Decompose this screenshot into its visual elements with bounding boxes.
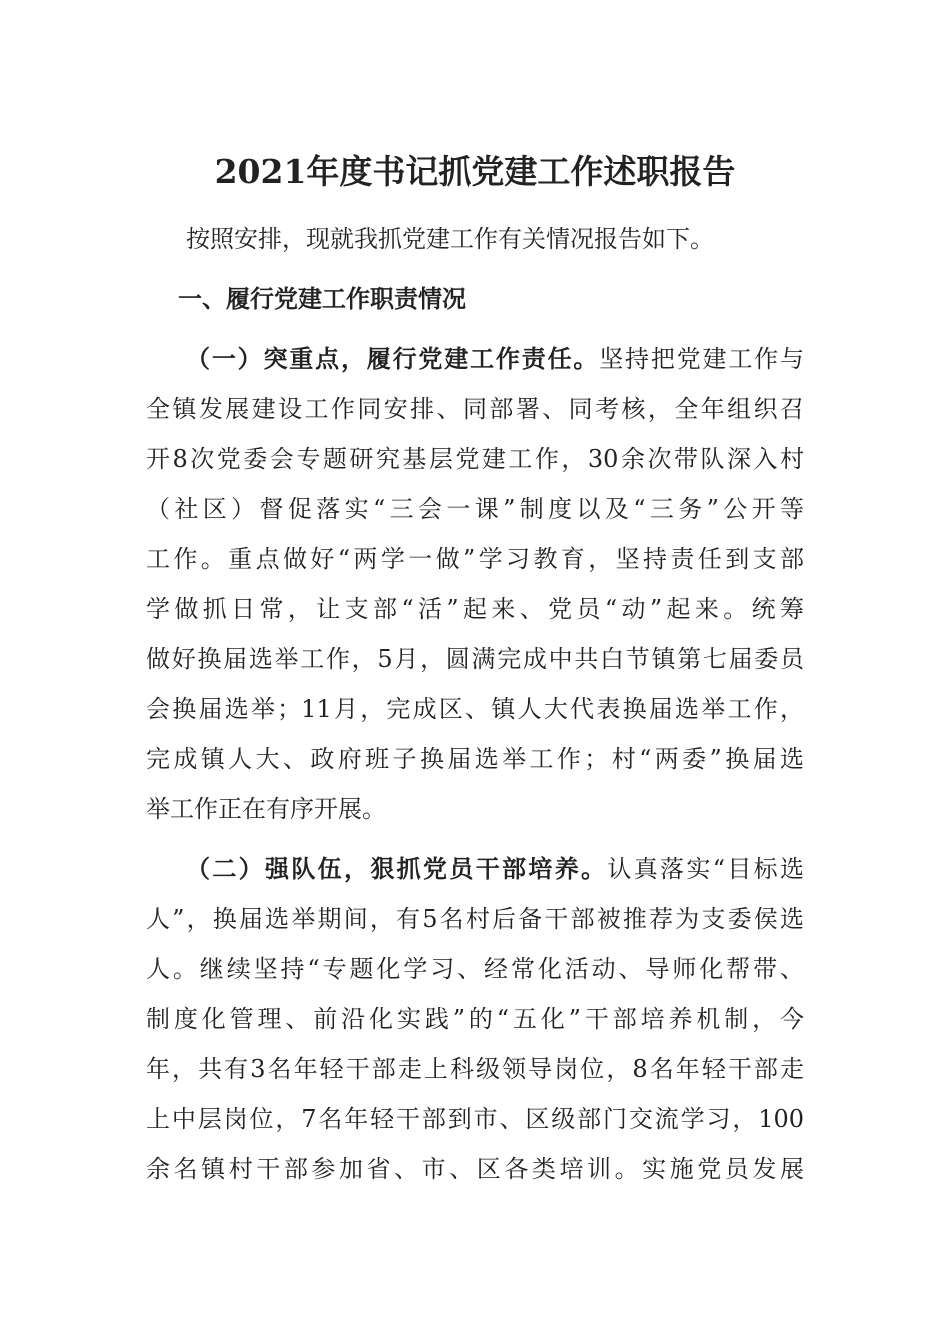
paragraph-2-line: 人”，换届选举期间，有5名村后备干部被推荐为支委侯选 (146, 905, 804, 933)
paragraph-2-lead-rest: 认真落实“目标选 (607, 855, 804, 883)
paragraph-1-line: 完成镇人大、政府班子换届选举工作；村“两委”换届选 (146, 745, 804, 773)
document-title: 2021年度书记抓党建工作述职报告 (214, 152, 736, 191)
paragraph-2-lead: （二）强队伍，狠抓党员干部培养。 (186, 854, 608, 883)
paragraph-1-line: 做好换届选举工作，5月，圆满完成中共白节镇第七届委员 (146, 645, 804, 673)
paragraph-1-line: 会换届选举；11月，完成区、镇人大代表换届选举工作， (146, 695, 804, 723)
paragraph-2-line: 制度化管理、前沿化实践”的“五化”干部培养机制，今 (146, 1005, 804, 1033)
paragraph-1-line: 工作。重点做好“两学一做”学习教育，坚持责任到支部 (146, 545, 804, 573)
paragraph-2-first-line (186, 853, 804, 885)
paragraph-1-line: 开8次党委会专题研究基层党建工作，30余次带队深入村 (146, 445, 804, 473)
paragraph-1-line: 学做抓日常，让支部“活”起来、党员“动”起来。统筹 (146, 595, 804, 623)
paragraph-1-line: （社区）督促落实“三会一课”制度以及“三务”公开等 (146, 495, 804, 523)
paragraph-1-lead-rest: 坚持把党建工作与 (599, 345, 804, 373)
paragraph-2-line: 年，共有3名年轻干部走上科级领导岗位，8名年轻干部走 (146, 1055, 804, 1083)
paragraph-2-line: 人。继续坚持“专题化学习、经常化活动、导师化帮带、 (146, 955, 804, 983)
intro-paragraph: 按照安排，现就我抓党建工作有关情况报告如下。 (186, 225, 714, 253)
paragraph-1-line: 举工作正在有序开展。 (146, 795, 386, 823)
paragraph-2-line: 上中层岗位，7名年轻干部到市、区级部门交流学习，100 (146, 1105, 804, 1133)
paragraph-2-line: 余名镇村干部参加省、市、区各类培训。实施党员发展 (146, 1155, 804, 1183)
paragraph-1-first-line (186, 343, 804, 375)
section-heading-1: 一、履行党建工作职责情况 (178, 284, 466, 313)
paragraph-1-line: 全镇发展建设工作同安排、同部署、同考核，全年组织召 (146, 395, 804, 423)
paragraph-1-lead: （一）突重点，履行党建工作责任。 (186, 344, 600, 373)
